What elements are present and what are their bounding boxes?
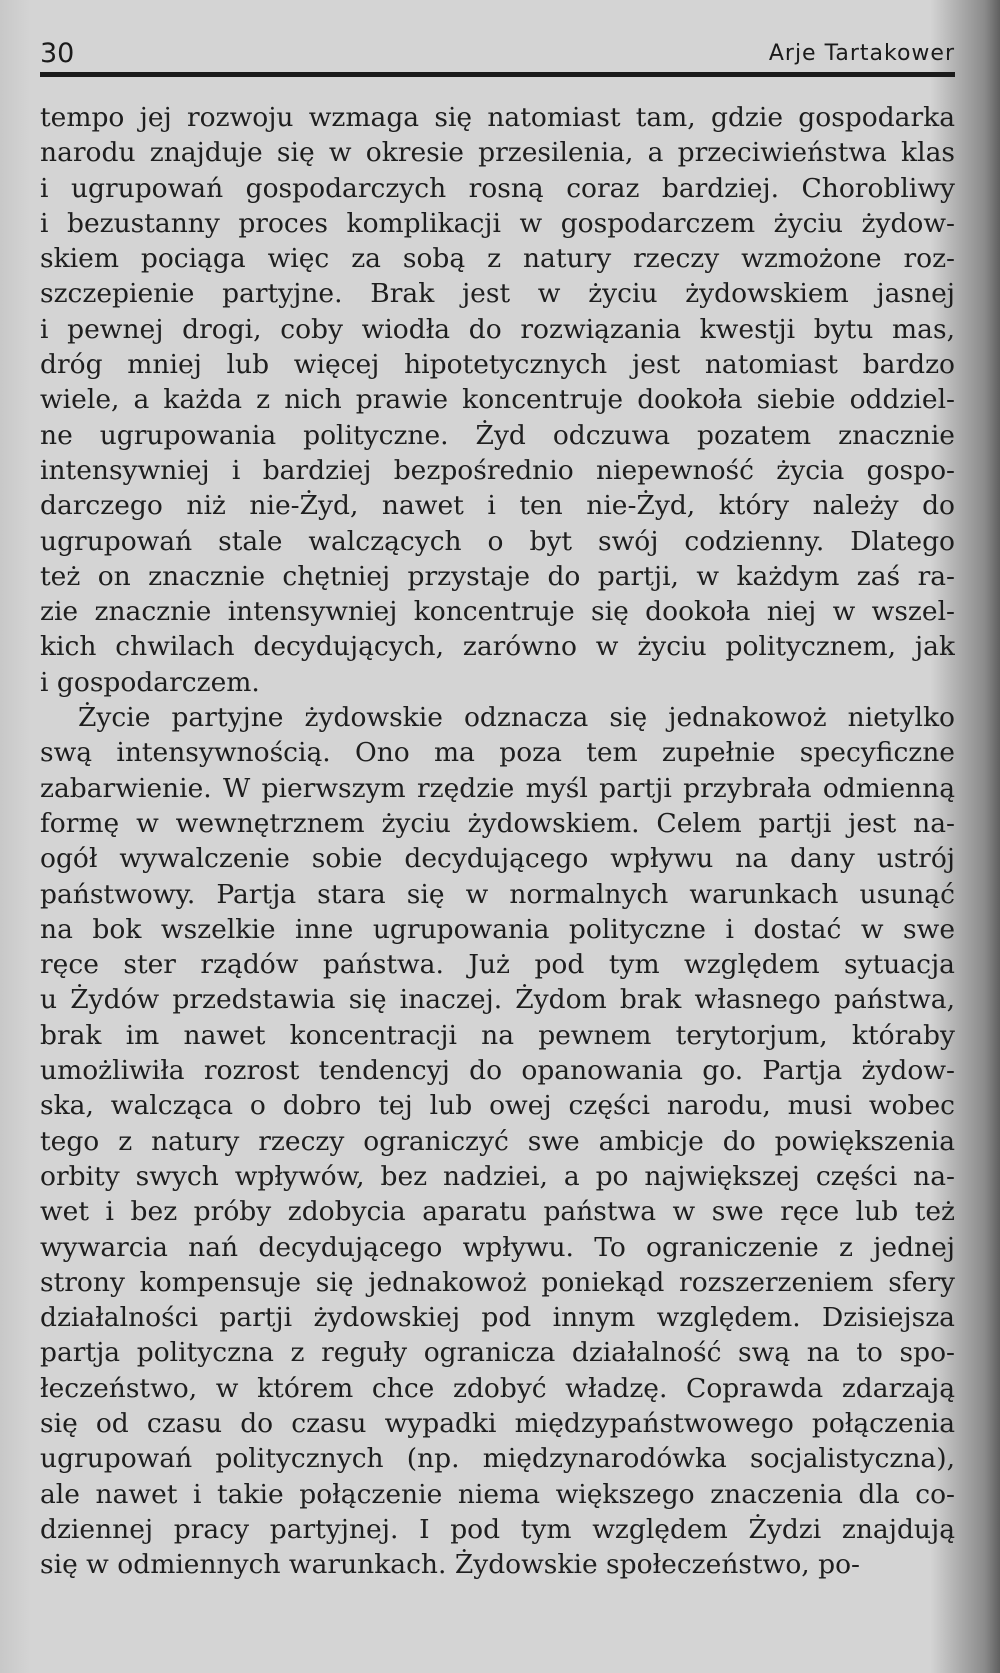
text-line: formę w wewnętrznem życiu żydowskiem. Celem partji jest na- bbox=[40, 807, 955, 839]
text-line: umożliwiła rozrost tendencyj do opanowania go. Partja żydow- bbox=[40, 1055, 955, 1087]
text-line: swą intensywnością. Ono ma poza tem zupełnie specyficzne bbox=[40, 737, 955, 769]
text-line: i gospodarczem. bbox=[40, 666, 260, 698]
text-line: u Żydów przedstawia się inaczej. Żydom brak własnego państwa, bbox=[40, 984, 955, 1016]
text-line: wywarcia nań decydującego wpływu. To ograniczenie z jednej bbox=[40, 1231, 955, 1263]
text-line: wiele, a każda z nich prawie koncentruje dookoła siebie oddziel- bbox=[40, 384, 955, 416]
text-line: i pewnej drogi, coby wiodła do rozwiązania kwestji bytu mas, bbox=[40, 313, 955, 345]
text-line: kich chwilach decydujących, zarówno w życiu politycznem, jak bbox=[40, 631, 955, 663]
text-line: orbity swych wpływów, bez nadziei, a po największej części na- bbox=[40, 1160, 955, 1192]
text-line: też on znacznie chętniej przystaje do partji, w każdym zaś ra- bbox=[40, 560, 955, 592]
text-line: zabarwienie. W pierwszym rzędzie myśl partji przybrała odmienną bbox=[40, 772, 955, 804]
text-line: tempo jej rozwoju wzmaga się natomiast tam, gdzie gospodarka bbox=[40, 102, 955, 133]
text-line: ne ugrupowania polityczne. Żyd odczuwa pozatem znacznie bbox=[40, 419, 955, 451]
text-line: dróg mniej lub więcej hipotetycznych jest natomiast bardzo bbox=[40, 349, 955, 381]
text-line: łeczeństwo, w którem chce zdobyć władzę. Coprawda zdarzają bbox=[40, 1372, 955, 1404]
text-line: ugrupowań stale walczących o byt swój codzienny. Dlatego bbox=[40, 525, 955, 557]
text-line: ręce ster rządów państwa. Już pod tym względem sytuacja bbox=[40, 949, 955, 981]
text-line: działalności partji żydowskiej pod innym względem. Dzisiejsza bbox=[40, 1302, 955, 1334]
text-line: się od czasu do czasu wypadki międzypaństwowego połączenia bbox=[40, 1407, 955, 1439]
text-line: intensywniej i bardziej bezpośrednio niepewność życia gospo- bbox=[40, 454, 955, 486]
text-line: wet i bez próby zdobycia aparatu państwa w swe ręce lub też bbox=[40, 1196, 955, 1228]
text-line: tego z natury rzeczy ograniczyć swe ambicje do powiększenia bbox=[40, 1125, 955, 1157]
text-line: i bezustanny proces komplikacji w gospodarczem życiu żydow- bbox=[40, 207, 955, 239]
text-line: skiem pociąga więc za sobą z natury rzeczy wzmożone roz- bbox=[40, 243, 955, 275]
page-number: 30 bbox=[40, 38, 75, 69]
text-line: szczepienie partyjne. Brak jest w życiu żydowskiem jasnej bbox=[40, 278, 955, 310]
text-line: strony kompensuje się jednakowoż poniekąd rozszerzeniem sfery bbox=[40, 1266, 955, 1298]
text-line: Życie partyjne żydowskie odznacza się jednakowoż nietylko bbox=[78, 702, 955, 734]
text-line: się w odmiennych warunkach. Żydowskie społeczeństwo, po- bbox=[40, 1549, 860, 1581]
text-line: darczego niż nie-Żyd, nawet i ten nie-Żyd, który należy do bbox=[40, 490, 955, 522]
text-line: partja polityczna z reguły ogranicza działalność swą na to spo- bbox=[40, 1337, 955, 1369]
body-text bbox=[40, 100, 955, 1582]
text-line: narodu znajduje się w okresie przesilenia, a przeciwieństwa klas bbox=[40, 137, 955, 169]
text-line: ogół wywalczenie sobie decydującego wpływu na dany ustrój bbox=[40, 843, 955, 875]
text-line: brak im nawet koncentracji na pewnem terytorjum, któraby bbox=[40, 1019, 955, 1051]
text-line: na bok wszelkie inne ugrupowania polityczne i dostać w swe bbox=[40, 913, 955, 945]
text-line: zie znacznie intensywniej koncentruje się dookoła niej w wszel- bbox=[40, 596, 955, 628]
text-line: państwowy. Partja stara się w normalnych warunkach usunąć bbox=[40, 878, 955, 910]
text-line: i ugrupowań gospodarczych rosną coraz bardziej. Chorobliwy bbox=[40, 172, 955, 204]
text-line: ugrupowań politycznych (np. międzynarodówka socjalistyczna), bbox=[40, 1443, 955, 1475]
text-line: dziennej pracy partyjnej. I pod tym względem Żydzi znajdują bbox=[40, 1513, 955, 1545]
text-line: ale nawet i takie połączenie niema większego znaczenia dla co- bbox=[40, 1478, 955, 1510]
header-rule bbox=[40, 72, 955, 77]
text-line: ska, walcząca o dobro tej lub owej części narodu, musi wobec bbox=[40, 1090, 955, 1122]
page-header bbox=[40, 38, 955, 74]
running-head-author: Arje Tartakower bbox=[768, 41, 955, 66]
